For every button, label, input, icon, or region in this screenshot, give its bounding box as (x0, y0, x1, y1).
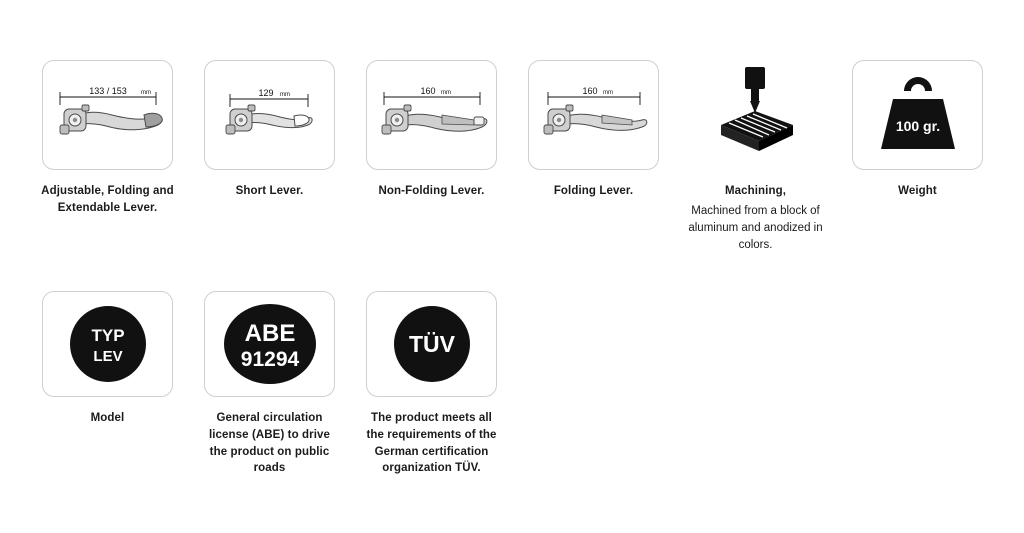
feature-cell-model (42, 291, 173, 427)
feature-caption: Short Lever. (235, 185, 304, 197)
model-tile (42, 291, 173, 397)
lever-non-folding-icon (370, 65, 494, 165)
abe-badge-line2: 91294 (240, 348, 299, 372)
dimension-unit: mm (279, 92, 290, 98)
feature-caption: Model (90, 412, 125, 425)
model-badge-icon (58, 296, 158, 392)
weight-value-text: 100 gr. (895, 118, 940, 134)
feature-caption: Adjustable, Folding and Extendable Lever. (41, 185, 174, 214)
feature-caption: Machining, (724, 185, 787, 197)
feature-caption: Non-Folding Lever. (378, 185, 485, 197)
lever-adjustable-tile (42, 60, 173, 170)
abe-badge-icon (215, 296, 325, 392)
feature-cell-machining (690, 60, 821, 254)
dimension-text: 160 (419, 86, 436, 96)
weight-tile (852, 60, 983, 170)
feature-cell-abe (204, 291, 335, 477)
lever-folding-tile (528, 60, 659, 170)
model-badge-line1: TYP (90, 326, 125, 346)
feature-cell-short-lever (204, 60, 335, 200)
lever-non-folding-tile (366, 60, 497, 170)
feature-caption: General circulation license (ABE) to drive the product on public roads (208, 412, 331, 475)
feature-caption: The product meets all the requirements of the German certification organization TÜV. (366, 412, 497, 475)
dimension-text: 129 (257, 88, 274, 98)
lever-adjustable-folding-icon (46, 65, 170, 165)
feature-subcaption: Machined from a block of aluminum and anodized in colors. (688, 204, 823, 252)
dimension-text: 160 (581, 86, 598, 96)
cnc-machining-icon (701, 63, 811, 167)
weight-icon (863, 65, 973, 165)
dimension-text: 133 / 153 (88, 86, 127, 96)
tuv-badge-icon (382, 296, 482, 392)
feature-cell-non-folding-lever (366, 60, 497, 200)
feature-cell-folding-lever (528, 60, 659, 200)
feature-grid (42, 60, 982, 477)
lever-short-icon (208, 65, 332, 165)
feature-row-2 (42, 291, 982, 477)
lever-short-tile (204, 60, 335, 170)
feature-caption: Weight (898, 185, 937, 197)
abe-badge-line1: ABE (244, 320, 295, 348)
dimension-unit: mm (140, 90, 151, 96)
machining-tile (690, 60, 821, 170)
tuv-badge-line1: TÜV (408, 331, 455, 358)
tuv-tile (366, 291, 497, 397)
feature-cell-tuv (366, 291, 497, 477)
abe-tile (204, 291, 335, 397)
dimension-unit: mm (440, 90, 451, 96)
feature-row-1 (42, 60, 982, 254)
dimension-unit: mm (602, 90, 613, 96)
feature-cell-weight (852, 60, 983, 200)
lever-folding-icon (532, 65, 656, 165)
feature-caption: Folding Lever. (553, 185, 634, 197)
model-badge-line2: LEV (92, 348, 123, 366)
feature-cell-adjustable-lever (42, 60, 173, 216)
